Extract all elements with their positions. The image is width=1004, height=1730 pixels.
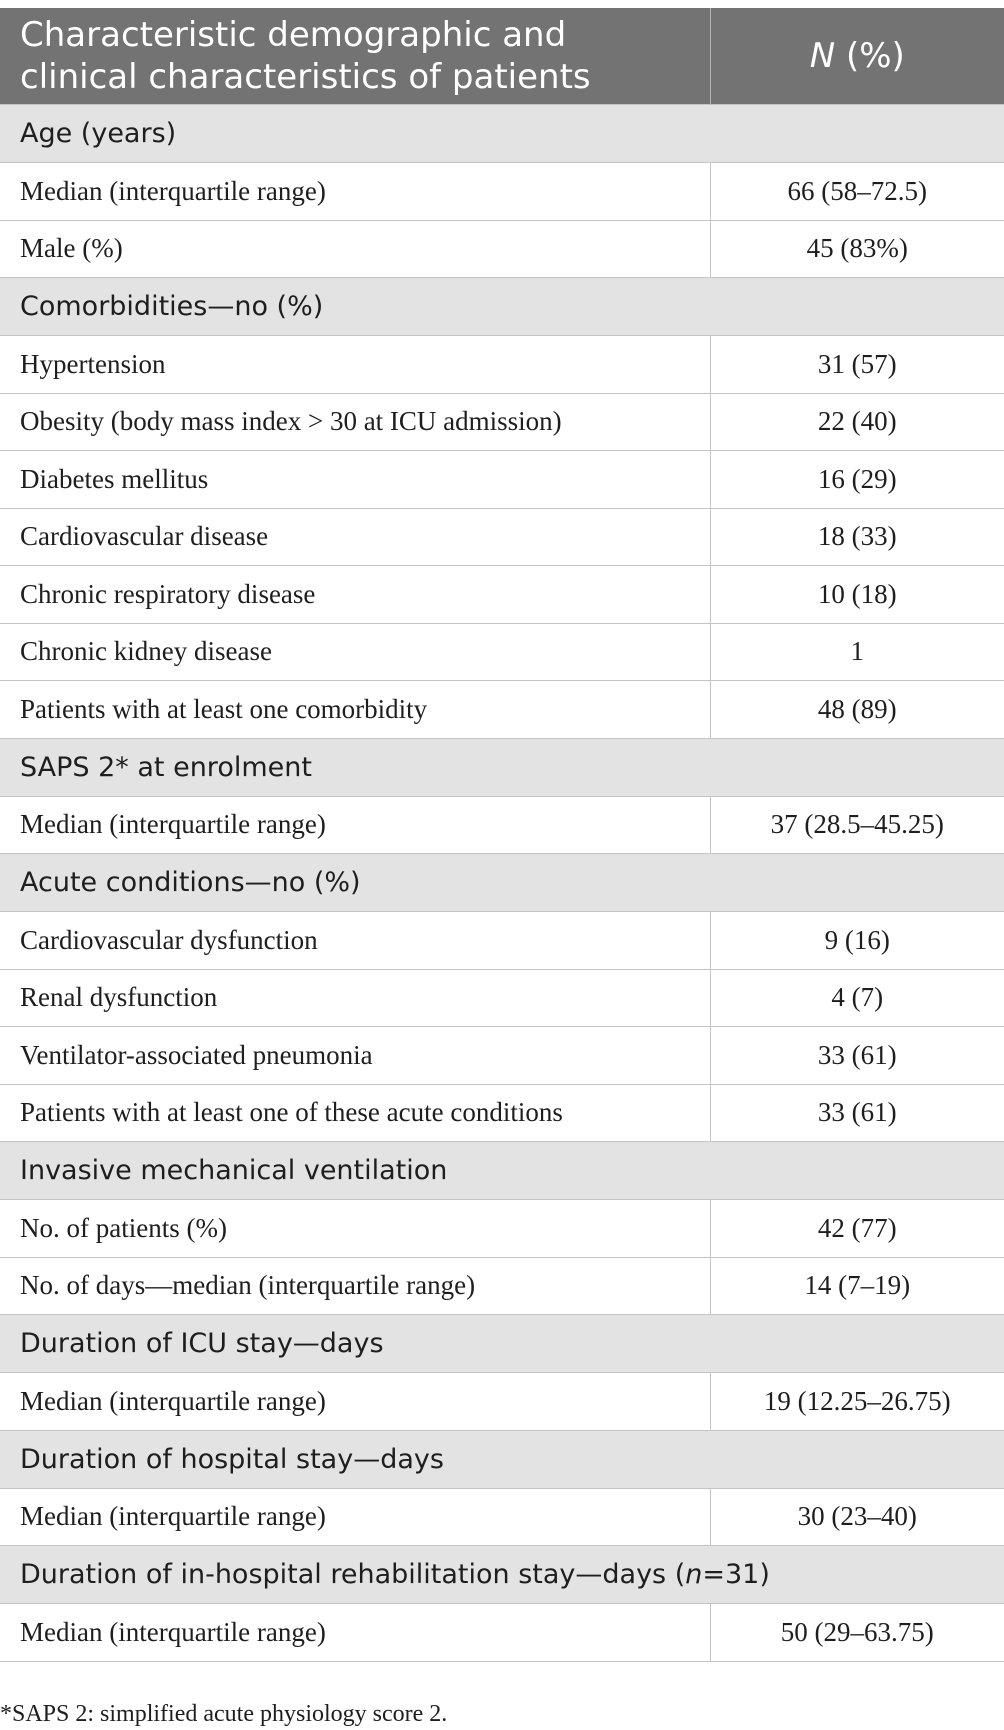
row-label: Patients with at least one comorbidity (0, 681, 710, 739)
row-value: 37 (28.5–45.25) (710, 796, 1004, 854)
section-rehabilitation-stay (0, 1546, 1004, 1604)
section-saps2 (0, 738, 1004, 796)
row-value: 31 (57) (710, 336, 1004, 394)
header-n-percent (710, 8, 1004, 105)
row-value: 30 (23–40) (710, 1488, 1004, 1546)
row-value: 19 (12.25–26.75) (710, 1373, 1004, 1431)
table-row (0, 912, 1004, 970)
section-title-suffix: =31) (702, 1559, 770, 1590)
table-row (0, 336, 1004, 394)
row-value: 48 (89) (710, 681, 1004, 739)
table-row (0, 508, 1004, 566)
section-title: Invasive mechanical ventilation (0, 1142, 1004, 1200)
row-label: Patients with at least one of these acute conditions (0, 1084, 710, 1142)
header-characteristic: Characteristic demographic and clinical characteristics of patients (0, 8, 710, 105)
row-label: Median (interquartile range) (0, 1604, 710, 1662)
section-age (0, 105, 1004, 163)
section-acute-conditions (0, 854, 1004, 912)
table-header-row (0, 8, 1004, 105)
section-title: SAPS 2* at enrolment (0, 738, 1004, 796)
table-row (0, 1084, 1004, 1142)
table-row (0, 163, 1004, 221)
table-row (0, 1027, 1004, 1085)
row-value: 22 (40) (710, 393, 1004, 451)
row-label: Diabetes mellitus (0, 451, 710, 509)
table-row (0, 623, 1004, 681)
row-label: Cardiovascular disease (0, 508, 710, 566)
section-title (0, 1546, 1004, 1604)
row-value: 66 (58–72.5) (710, 163, 1004, 221)
table-row (0, 1200, 1004, 1258)
row-label: Median (interquartile range) (0, 1373, 710, 1431)
row-value: 33 (61) (710, 1084, 1004, 1142)
header-n-label: N (809, 36, 836, 76)
row-label: Hypertension (0, 336, 710, 394)
table-row (0, 451, 1004, 509)
row-label: Median (interquartile range) (0, 1488, 710, 1546)
row-value: 42 (77) (710, 1200, 1004, 1258)
row-value: 1 (710, 623, 1004, 681)
table-row (0, 969, 1004, 1027)
row-label: Male (%) (0, 220, 710, 278)
row-value: 4 (7) (710, 969, 1004, 1027)
row-label: Cardiovascular dysfunction (0, 912, 710, 970)
row-label: No. of days—median (interquartile range) (0, 1257, 710, 1315)
row-label: Chronic kidney disease (0, 623, 710, 681)
row-label: Obesity (body mass index > 30 at ICU admission) (0, 393, 710, 451)
row-label: Median (interquartile range) (0, 796, 710, 854)
table-row (0, 681, 1004, 739)
table-footnote: *SAPS 2: simplified acute physiology score 2. (0, 1701, 448, 1727)
row-value: 10 (18) (710, 566, 1004, 624)
section-title: Duration of hospital stay—days (0, 1430, 1004, 1488)
row-value: 16 (29) (710, 451, 1004, 509)
row-value: 45 (83%) (710, 220, 1004, 278)
row-label: Chronic respiratory disease (0, 566, 710, 624)
section-mechanical-ventilation (0, 1142, 1004, 1200)
table-row (0, 1488, 1004, 1546)
row-value: 50 (29–63.75) (710, 1604, 1004, 1662)
section-title-prefix: Duration of in-hospital rehabilitation stay—days ( (20, 1559, 686, 1590)
row-label: Median (interquartile range) (0, 163, 710, 221)
section-title: Age (years) (0, 105, 1004, 163)
row-label: No. of patients (%) (0, 1200, 710, 1258)
table-row (0, 393, 1004, 451)
section-comorbidities (0, 278, 1004, 336)
row-value: 18 (33) (710, 508, 1004, 566)
table-row (0, 566, 1004, 624)
table-row (0, 1604, 1004, 1662)
section-title-n: n (685, 1559, 703, 1590)
characteristics-table (0, 8, 1004, 1662)
table-row (0, 1257, 1004, 1315)
row-value: 14 (7–19) (710, 1257, 1004, 1315)
section-title: Duration of ICU stay—days (0, 1315, 1004, 1373)
row-label: Ventilator-associated pneumonia (0, 1027, 710, 1085)
row-value: 33 (61) (710, 1027, 1004, 1085)
header-pct-label: (%) (845, 36, 905, 76)
section-icu-stay (0, 1315, 1004, 1373)
table-row (0, 220, 1004, 278)
row-value: 9 (16) (710, 912, 1004, 970)
table-row (0, 796, 1004, 854)
table-row (0, 1373, 1004, 1431)
section-title: Acute conditions—no (%) (0, 854, 1004, 912)
row-label: Renal dysfunction (0, 969, 710, 1027)
section-hospital-stay (0, 1430, 1004, 1488)
section-title: Comorbidities—no (%) (0, 278, 1004, 336)
characteristics-table-container (0, 8, 1004, 1662)
